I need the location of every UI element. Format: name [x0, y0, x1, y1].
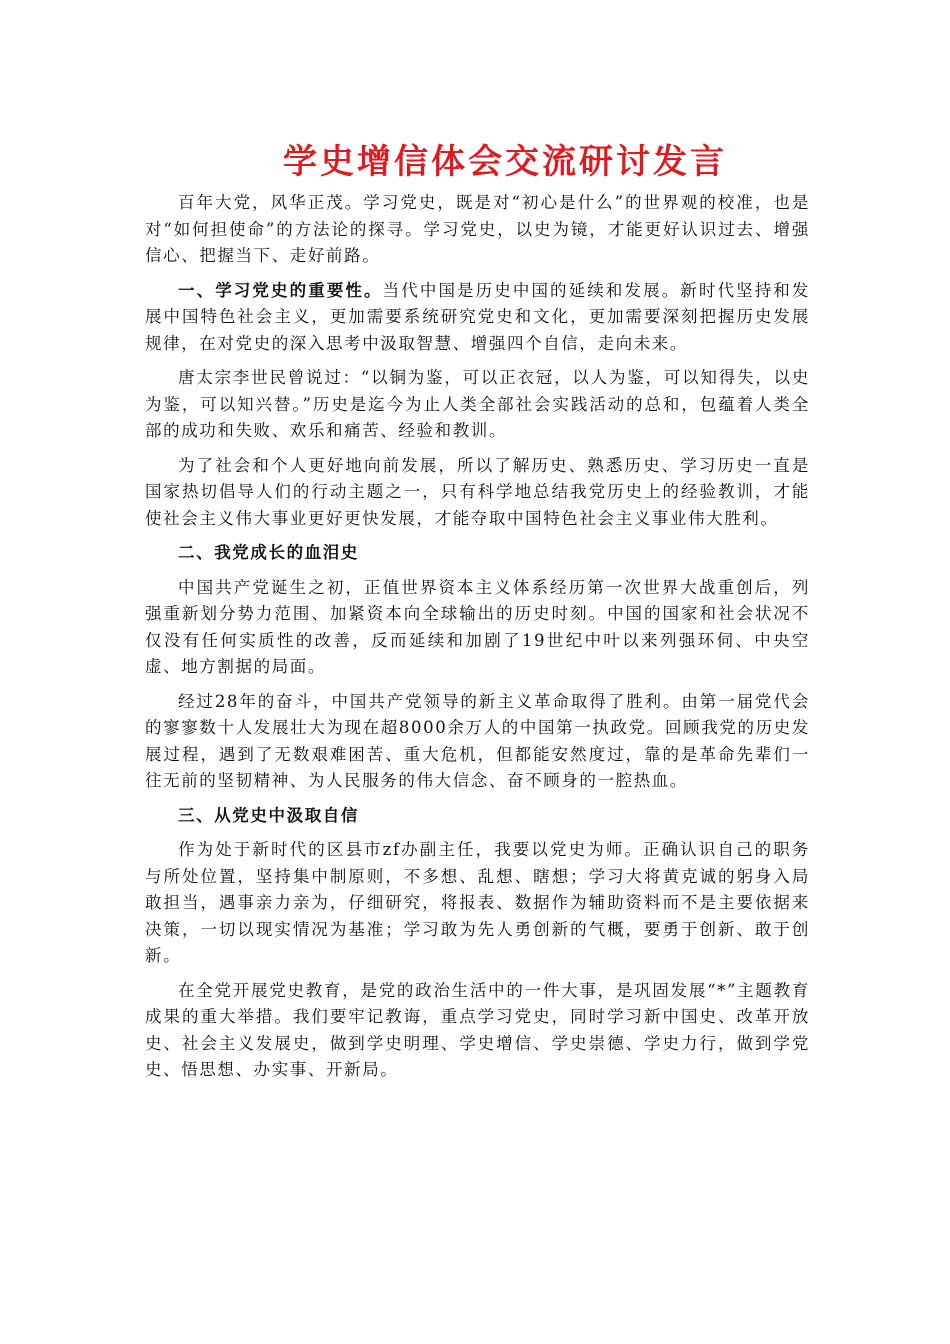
paragraph-conclusion [145, 978, 810, 1084]
section-two-heading [145, 540, 810, 567]
paragraph-text: 当代中国是历史中国的延续和发展。新时代坚持和发展中国特色社会主义，更加需要系统研究党史和文化，更加需要深刻把握历史发展规律，在对党史的深入思考中汲取智慧、增强四个自信，走向未来。 [145, 280, 810, 353]
paragraph-struggle [145, 689, 810, 795]
paragraph-history-study [145, 453, 810, 533]
paragraph-text: 作为处于新时代的区县市zf办副主任，我要以党史为师。正确认识自己的职务与所处位置，坚持集中制原则，不多想、乱想、瞎想；学习大将黄克诚的躬身入局敢担当，遇事亲力亲为，仔细研究，将报表、数据作为辅助资料而不是主要依据来决策，一切以现实情况为基准；学习敢为先人勇创新的气概，要勇于创新、敢于创新。 [145, 840, 810, 965]
paragraph-text: 在全党开展党史教育，是党的政治生活中的一件大事，是巩固发展“*”主题教育成果的重大举措。我们要牢记教诲，重点学习党史，同时学习新中国史、改革开放史、社会主义发展史，做到学史明理、学史增信、学史崇德、学史力行，做到学党史、悟思想、办实事、开新局。 [145, 980, 810, 1079]
paragraph-party-founding [145, 575, 810, 681]
document-title: 学史增信体会交流研讨发言 [283, 142, 727, 182]
paragraph-text: 为了社会和个人更好地向前发展，所以了解历史、熟悉历史、学习历史一直是国家热切倡导人们的行动主题之一，只有科学地总结我党历史上的经验教训，才能使社会主义伟大事业更好更快发展，才能夺取中国特色社会主义事业伟大胜利。 [145, 455, 810, 528]
paragraph-text: 百年大党，风华正茂。学习党史，既是对“初心是什么”的世界观的校准，也是对“如何担使命”的方法论的探寻。学习党史，以史为镜，才能更好认识过去、增强信心、把握当下、走好前路。 [145, 193, 810, 265]
paragraph-text: 经过28年的奋斗，中国共产党领导的新主义革命取得了胜利。由第一届党代会的寥寥数十人发展壮大为现在超8000余万人的中国第一执政党。回顾我党的历史发展过程，遇到了无数艰难困苦、重大危机，但都能安然度过，靠的是革命先辈们一往无前的坚韧精神、为人民服务的伟大信念、奋不顾身的一腔热血。 [145, 691, 810, 790]
heading-text: 三、从党史中汲取自信 [178, 805, 359, 825]
paragraph-quote [145, 365, 810, 445]
section-one-heading: 一、学习党史的重要性。 [178, 280, 383, 300]
section-three-heading [145, 803, 810, 830]
paragraph-self-reflection [145, 837, 810, 970]
paragraph-text: 唐太宗李世民曾说过：“以铜为鉴，可以正衣冠，以人为鉴，可以知得失，以史为鉴，可以知兴替。”历史是迄今为止人类全部社会实践活动的总和，包蕴着人类全部的成功和失败、欢乐和痛苦、经验和教训。 [145, 368, 810, 440]
paragraph-intro [145, 190, 810, 270]
heading-text: 二、我党成长的血泪史 [178, 543, 359, 562]
paragraph-text: 中国共产党诞生之初，正值世界资本主义体系经历第一次世界大战重创后，列强重新划分势力范围、加紧资本向全球输出的历史时刻。中国的国家和社会状况不仅没有任何实质性的改善，反而延续和加剧了19世纪中叶以来列强环伺、中央空虚、地方割据的局面。 [145, 577, 810, 676]
paragraph-section-one [145, 278, 810, 358]
document-body [145, 190, 810, 1092]
